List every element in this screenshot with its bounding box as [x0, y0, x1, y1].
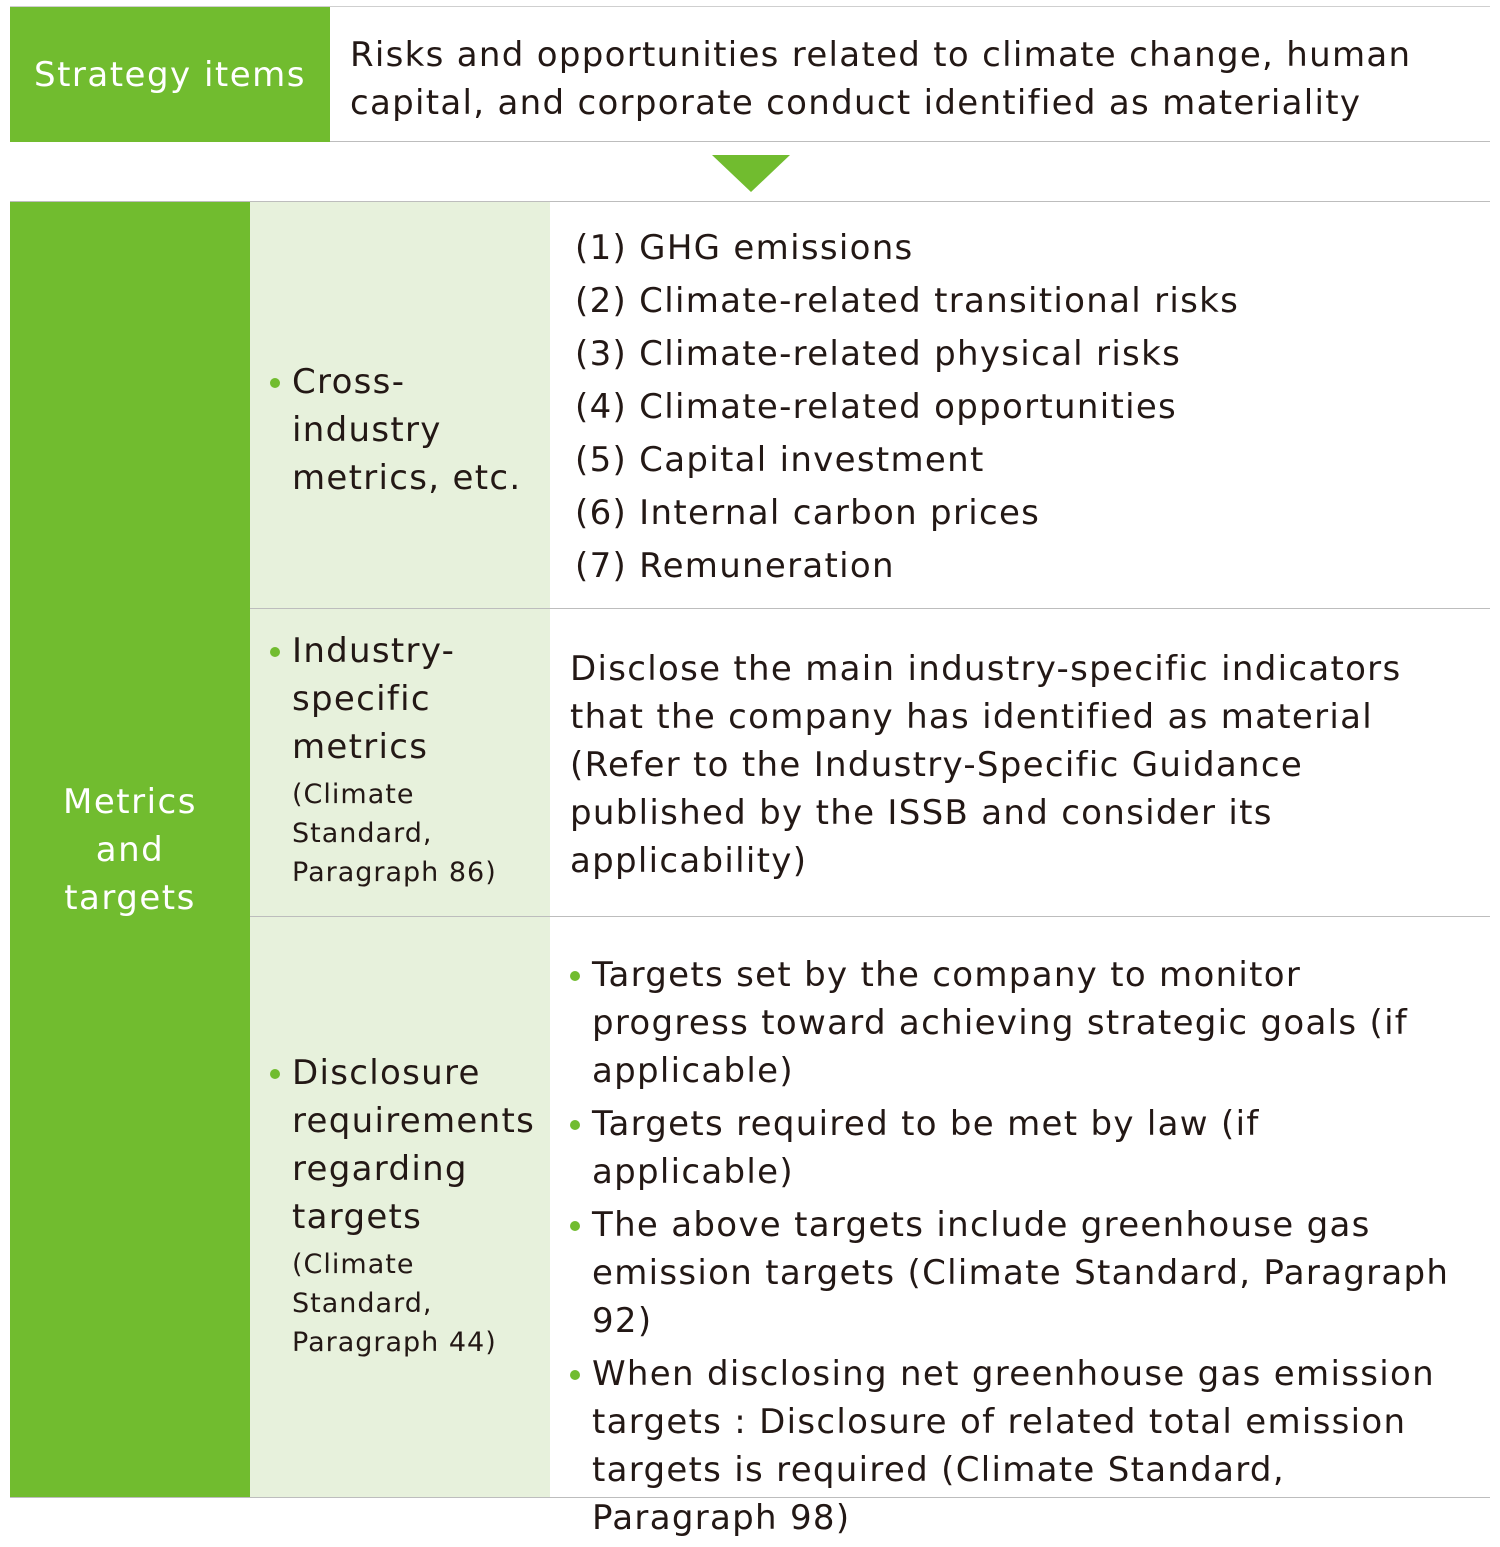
metrics-and-targets-label: [10, 202, 250, 1497]
bullet-dot-icon: [270, 378, 280, 388]
list-item: (4) Climate-related opportunities: [575, 387, 1178, 427]
bullet-dot-icon: [270, 1069, 280, 1079]
bullet-dot-icon: [570, 1120, 580, 1130]
metrics-table: [10, 201, 1490, 1538]
list-item: Targets set by the company to monitor progress toward achieving strategic goals (if applicable): [570, 951, 1470, 1095]
list-item: (7) Remuneration: [575, 546, 895, 586]
list-item: (5) Capital investment: [575, 440, 985, 480]
targets-title: Disclosure requirements regarding targets (Climate Standard, Paragraph 44): [270, 1049, 542, 1362]
down-arrow-icon: [712, 155, 790, 192]
list-item: (3) Climate-related physical risks: [575, 334, 1182, 374]
bullet-dot-icon: [570, 1221, 580, 1231]
targets-content-cell: [550, 917, 1490, 1538]
industry-specific-content-cell: [550, 609, 1490, 916]
bullet-dot-icon: [570, 1370, 580, 1380]
metrics-label-text: Metrics and targets: [63, 781, 197, 918]
targets-header-cell: [250, 917, 550, 1497]
list-item: When disclosing net greenhouse gas emission targets : Disclosure of related total emission targets is required (Climate Standard, Paragraph 98): [570, 1350, 1470, 1542]
targets-list: [570, 951, 1470, 1547]
bullet-dot-icon: [270, 647, 280, 657]
bullet-dot-icon: [570, 971, 580, 981]
list-item: (1) GHG emissions: [575, 228, 914, 268]
list-item: (6) Internal carbon prices: [575, 493, 1041, 533]
cross-industry-title: Cross-industry metrics, etc.: [270, 358, 540, 502]
cross-industry-content-cell: [550, 202, 1490, 608]
list-item: Targets required to be met by law (if applicable): [570, 1100, 1470, 1196]
cross-industry-header-cell: [250, 202, 550, 608]
industry-specific-header-cell: [250, 609, 550, 916]
list-item: (2) Climate-related transitional risks: [575, 281, 1240, 321]
industry-specific-reference: (Climate Standard, Paragraph 86): [292, 779, 497, 888]
industry-specific-text: Disclose the main industry-specific indicators that the company has identified as material (Refer to the Industry-Specific Guidance published by the ISSB and consider its applicability): [570, 649, 1402, 881]
strategy-items-text: Risks and opportunities related to climate change, human capital, and corporate conduct identified as materiality: [350, 35, 1412, 123]
strategy-items-label: Strategy items: [10, 7, 330, 142]
targets-reference: (Climate Standard, Paragraph 44): [292, 1249, 497, 1358]
industry-specific-title: Industry-specific metrics (Climate Standard, Paragraph 86): [270, 627, 500, 892]
strategy-row: [10, 6, 1490, 142]
cross-industry-list: [575, 222, 1239, 593]
list-item: The above targets include greenhouse gas emission targets (Climate Standard, Paragraph 92): [570, 1201, 1470, 1345]
